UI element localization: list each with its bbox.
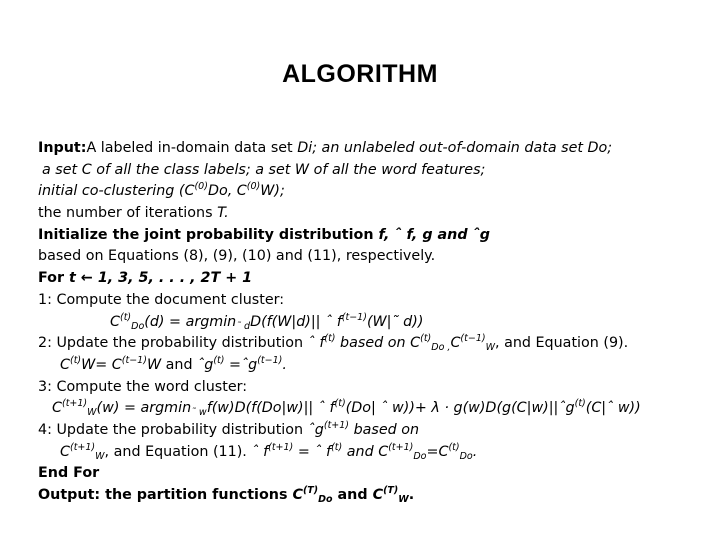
- algorithm-text: (t): [448, 441, 460, 453]
- algorithm-line: [38, 398, 713, 420]
- algorithm-text: W: [95, 450, 105, 462]
- algorithm-text: End For: [38, 465, 100, 482]
- algorithm-text: ˆ f: [251, 443, 269, 460]
- algorithm-text: (C|ˆ w)): [585, 400, 641, 417]
- algorithm-text: (T): [383, 485, 399, 496]
- algorithm-text: Input:: [38, 140, 87, 156]
- algorithm-line: [38, 181, 713, 203]
- algorithm-text: A labeled in-domain data set: [86, 140, 298, 156]
- algorithm-line: [38, 312, 713, 334]
- algorithm-text: (t): [69, 354, 82, 366]
- algorithm-text: (t+1): [61, 398, 88, 410]
- algorithm-line: [38, 225, 713, 247]
- algorithm-text: W);: [260, 183, 285, 200]
- algorithm-text: and C: [342, 443, 389, 460]
- algorithm-text: Di; an unlabeled out-of-domain data set Do;: [297, 140, 613, 156]
- algorithm-text: C: [60, 443, 70, 460]
- algorithm-text: T.: [217, 205, 229, 222]
- algorithm-line: [38, 485, 713, 507]
- algorithm-text: C: [372, 487, 384, 503]
- algorithm-text: W: [398, 494, 409, 505]
- algorithm-text: Output: the partition functions: [38, 487, 293, 503]
- algorithm-text: C: [450, 335, 461, 352]
- algorithm-text: Initialize the joint probability distribution: [38, 226, 379, 243]
- algorithm-text: =C: [426, 443, 449, 460]
- algorithm-text: .: [408, 487, 415, 503]
- algorithm-text: ,: [444, 342, 451, 354]
- algorithm-text: (t+1): [69, 441, 96, 453]
- algorithm-text: Do: [413, 450, 427, 462]
- algorithm-text: a set C of all the class labels; a set W of all the word features;: [42, 161, 486, 178]
- algorithm-text: t ← 1, 3, 5, . . . , 2T + 1: [69, 270, 253, 287]
- algorithm-text: (t+1): [268, 441, 294, 453]
- algorithm-text: Do, C: [207, 183, 247, 200]
- algorithm-text: (0): [246, 181, 261, 193]
- algorithm-text: (t): [331, 441, 343, 453]
- algorithm-text: initial co-clustering (C: [38, 183, 195, 200]
- algorithm-text: Do: [131, 320, 145, 332]
- algorithm-text: f(w)D(f(Do|w)|| ˆ f: [206, 400, 335, 417]
- algorithm-text: based on Equations (8), (9), (10) and (11), respectively.: [38, 248, 436, 265]
- algorithm-line: [38, 268, 713, 290]
- algorithm-line: [38, 442, 713, 464]
- algorithm-line: [38, 203, 713, 225]
- algorithm-text: (t−1): [460, 333, 486, 345]
- algorithm-line: [38, 138, 713, 160]
- algorithm-text: ˆ f: [307, 335, 325, 352]
- algorithm-text: For: [38, 270, 70, 287]
- algorithm-text: .: [472, 443, 478, 460]
- algorithm-line: [38, 333, 713, 355]
- algorithm-text: Do: [318, 494, 333, 505]
- algorithm-text: ˜ d: [236, 320, 251, 332]
- algorithm-line: [38, 160, 713, 182]
- algorithm-text: 4: Update the probability distribution: [38, 421, 308, 438]
- algorithm-text: the number of iterations: [38, 205, 218, 222]
- algorithm-text: (t): [420, 333, 432, 345]
- algorithm-text: .: [282, 356, 287, 373]
- algorithm-text: W: [87, 407, 97, 419]
- algorithm-text: and: [161, 356, 198, 373]
- algorithm-text: (t): [574, 398, 586, 410]
- algorithm-text: f, ˆ f, g and ˆg: [378, 226, 490, 243]
- algorithm-body: [38, 138, 713, 507]
- algorithm-text: (W|˜ d)): [366, 313, 424, 330]
- algorithm-text: D(f(W|d)|| ˆ f: [250, 313, 342, 330]
- algorithm-text: (0): [194, 181, 208, 193]
- algorithm-line: [38, 420, 713, 442]
- algorithm-text: (t): [334, 398, 346, 410]
- algorithm-line: [38, 463, 713, 485]
- algorithm-text: (t+1): [388, 441, 414, 453]
- algorithm-text: ˆg: [307, 421, 324, 438]
- algorithm-text: (t+1): [323, 419, 350, 431]
- algorithm-text: C: [60, 356, 70, 373]
- algorithm-text: W: [485, 342, 495, 354]
- algorithm-text: = ˆ f: [293, 443, 332, 460]
- algorithm-text: =ˆg: [224, 356, 258, 373]
- algorithm-text: and: [332, 487, 373, 503]
- algorithm-text: C: [52, 400, 62, 417]
- algorithm-text: (w) = argmin: [96, 400, 192, 417]
- algorithm-text: ˜ w: [191, 407, 207, 419]
- algorithm-text: 2: Update the probability distribution: [38, 335, 308, 352]
- algorithm-text: based on C: [335, 335, 421, 352]
- algorithm-line: [38, 355, 713, 377]
- algorithm-text: (t): [119, 311, 132, 323]
- algorithm-text: (T): [302, 485, 319, 496]
- algorithm-line: [38, 246, 713, 268]
- algorithm-text: Do: [431, 342, 445, 354]
- algorithm-line: [38, 377, 713, 399]
- algorithm-text: Do: [459, 450, 473, 462]
- slide-title: ALGORITHM: [282, 60, 438, 88]
- algorithm-text: , and Equation (9).: [494, 335, 629, 352]
- algorithm-text: (t−1): [121, 354, 147, 366]
- algorithm-text: (Do| ˆ w))+ λ · g(w)D(g(C|w)||ˆg: [345, 400, 575, 417]
- algorithm-text: (t−1): [341, 311, 367, 323]
- algorithm-text: (t): [324, 333, 336, 345]
- algorithm-text: 3: Compute the word cluster:: [38, 378, 248, 395]
- algorithm-text: C: [110, 313, 120, 330]
- algorithm-text: (t−1): [257, 354, 283, 366]
- algorithm-text: ˆg: [197, 356, 214, 373]
- algorithm-text: 1: Compute the document cluster:: [38, 291, 285, 308]
- algorithm-text: C: [292, 487, 303, 503]
- algorithm-text: based on: [349, 421, 420, 438]
- algorithm-text: (d) = argmin: [144, 313, 237, 330]
- algorithm-text: W= C: [81, 356, 122, 373]
- algorithm-line: [38, 290, 713, 312]
- algorithm-text: (t): [213, 354, 225, 366]
- algorithm-text: W: [146, 356, 162, 373]
- algorithm-text: , and Equation (11).: [104, 443, 252, 460]
